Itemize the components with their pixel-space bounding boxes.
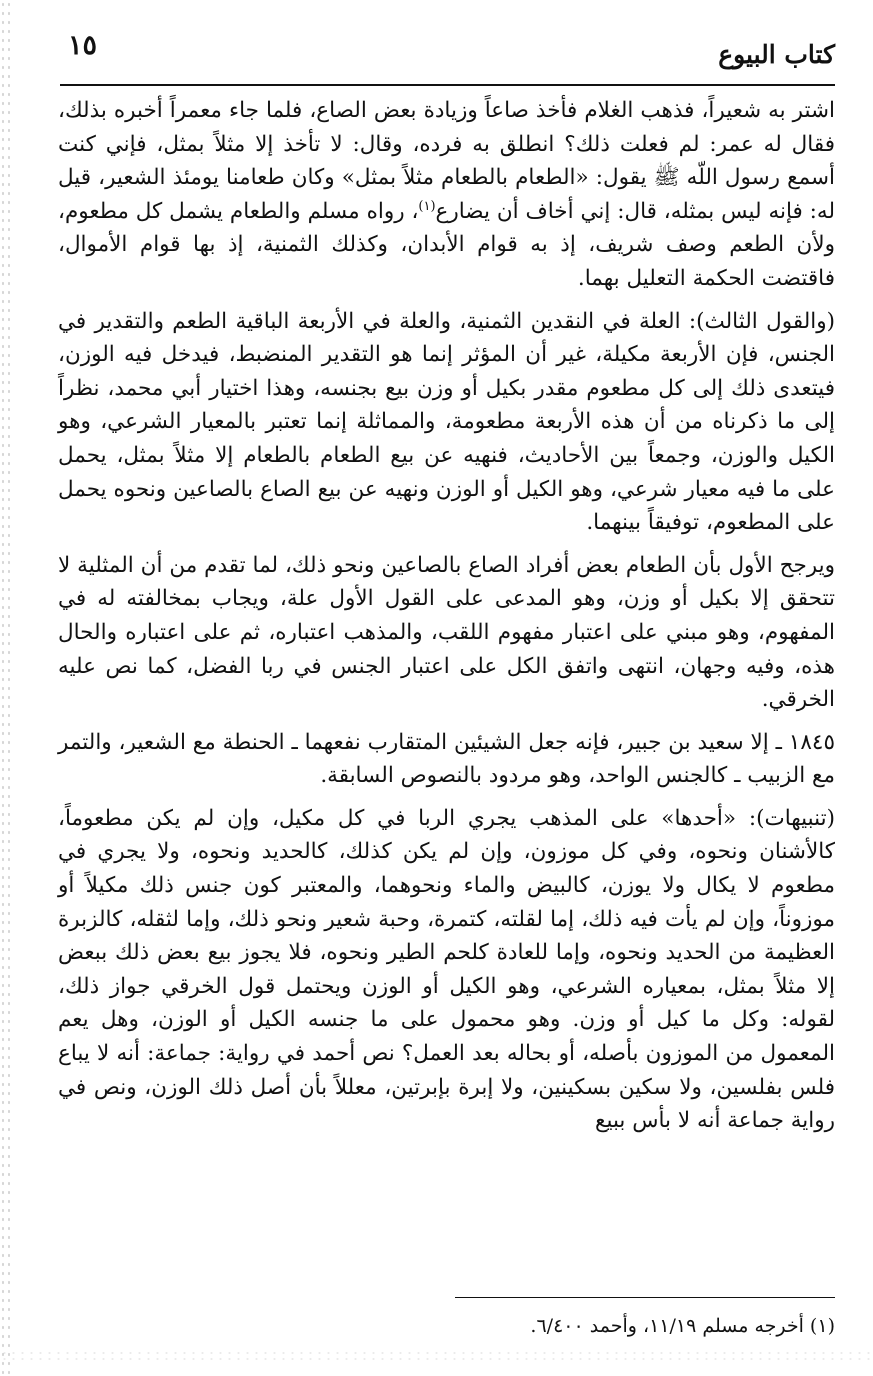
paragraph-text: ، رواه مسلم والطعام يشمل كل مطعوم، ولأن الطعم وصف شريف، إذ به قوام الأبدان، وكذلك الثمنية، إذ بها قوام الأموال، فاقتضت الحكمة التعليل بهما. xyxy=(58,198,835,291)
running-title: كتاب البيوع xyxy=(718,40,835,69)
paragraph-text: (والقول الثالث): العلة في النقدين الثمنية، والعلة في الأربعة الباقية الطعم والتقدير في الجنس، فإن الأربعة مكيلة، غير أن المؤثر إنما هو التقدير المنضبط، فيدخل فيه الوزن، فيتعدى ذلك إلى كل مطعوم مقدر بكيل أو وزن بيع بجنسه، وهذا اختيار أبي محمد، نظراً إلى ما ذكرناه من أن هذه الأربعة مطعومة، والمماثلة إنما تعتبر بالمعيار الشرعي، وهو الكيل والوزن، وجمعاً بين الأحاديث، فنهيه عن بيع الطعام بالطعام إلا مثلاً بمثل، يحمل على ما فيه معيار شرعي، وهو الكيل أو الوزن ونهيه عن بيع الصاع بالصاعين ونحوه يحمل على المطعوم، توفيقاً بينهما. xyxy=(58,308,835,536)
page-number: ١٥ xyxy=(68,30,98,61)
footnote-reference: (١) xyxy=(418,198,436,214)
scan-bottom-noise xyxy=(0,1350,873,1362)
footnote-rule xyxy=(455,1297,835,1298)
scan-edge-noise xyxy=(0,0,12,1376)
footnote: (١) أخرجه مسلم ١١/١٩، وأحمد ٦/٤٠٠. xyxy=(530,1315,835,1337)
page-header xyxy=(60,26,835,86)
header-rule xyxy=(60,84,835,86)
paragraph-2 xyxy=(58,305,835,540)
paragraph-text: ويرجح الأول بأن الطعام بعض أفراد الصاع بالصاعين ونحو ذلك، لما تقدم من أن المثلية لا تتحقق إلا بكيل أو وزن، وهو المدعى على القول الأول علة، ويجاب بمخالفته له في المفهوم، وهو مبني على اعتبار مفهوم اللقب، والمذهب اعتباره، ثم على اعتباره والحال هذه، وفيه وجهان، انتهى واتفق الكل على اعتبار الجنس في ربا الفضل، كما نص عليه الخرقي. xyxy=(58,552,835,713)
paragraph-5 xyxy=(58,802,835,1138)
paragraph-text: اشتر به شعيراً، فذهب الغلام فأخذ صاعاً وزيادة بعض الصاع، فلما جاء معمراً أخبره بذلك، فقال له عمر: لم فعلت ذلك؟ انطلق به فرده، وقال: لا تأخذ إلا مثلاً بمثل، فإني كنت أسمع رسول اللّه ﷺ يقول: «الطعام بالطعام مثلاً بمثل» وكان طعامنا يومئذ الشعير، قيل له: فإنه ليس بمثله، قال: إني أخاف أن يضارع xyxy=(58,98,836,224)
paragraph-text: ١٨٤٥ ـ إلا سعيد بن جبير، فإنه جعل الشيئين المتقارب نفعهما ـ الحنطة مع الشعير، والتمر مع الزبيب ـ كالجنس الواحد، وهو مردود بالنصوص السابقة. xyxy=(58,729,835,789)
paragraph-text: (تنبيهات): «أحدها» على المذهب يجري الربا في كل مكيل، وإن لم يكن مطعوماً، كالأشنان ونحوه، وفي كل موزون، وإن لم يكن كذلك، كالحديد ونحوه، ولا يجري في مطعوم لا يكال ولا يوزن، كالبيض والماء ونحوهما، والمعتبر كون جنس ذلك مكيلاً أو موزوناً، وإن لم يأت فيه ذلك، إما لقلته، كتمرة، وحبة شعير ونحو ذلك، وإما لثقله، كالزبرة العظيمة من الحديد ونحوه، وإما للعادة كلحم الطير ونحوه، فلا يجوز بيع بعض ذلك ببعض إلا مثلاً بمثل، بمعياره الشرعي، وهو الكيل أو الوزن ويحتمل قول الخرقي جواز ذلك، لقوله: وكل ما كيل أو وزن. وهو محمول على ما جنسه الكيل أو الوزن، وهل يعم المعمول من الموزون بأصله، أو بحاله بعد العمل؟ نص أحمد في رواية: جماعة: أنه لا يباع فلس بفلسين، ولا سكين بسكينين، ولا إبرة بإبرتين، معللاً بأن أصل ذلك الوزن، ونص في رواية جماعة أنه لا بأس ببيع xyxy=(58,805,835,1134)
paragraph-4 xyxy=(58,726,835,793)
main-text xyxy=(58,94,835,1147)
paragraph-3 xyxy=(58,549,835,717)
paragraph-1 xyxy=(58,94,835,296)
